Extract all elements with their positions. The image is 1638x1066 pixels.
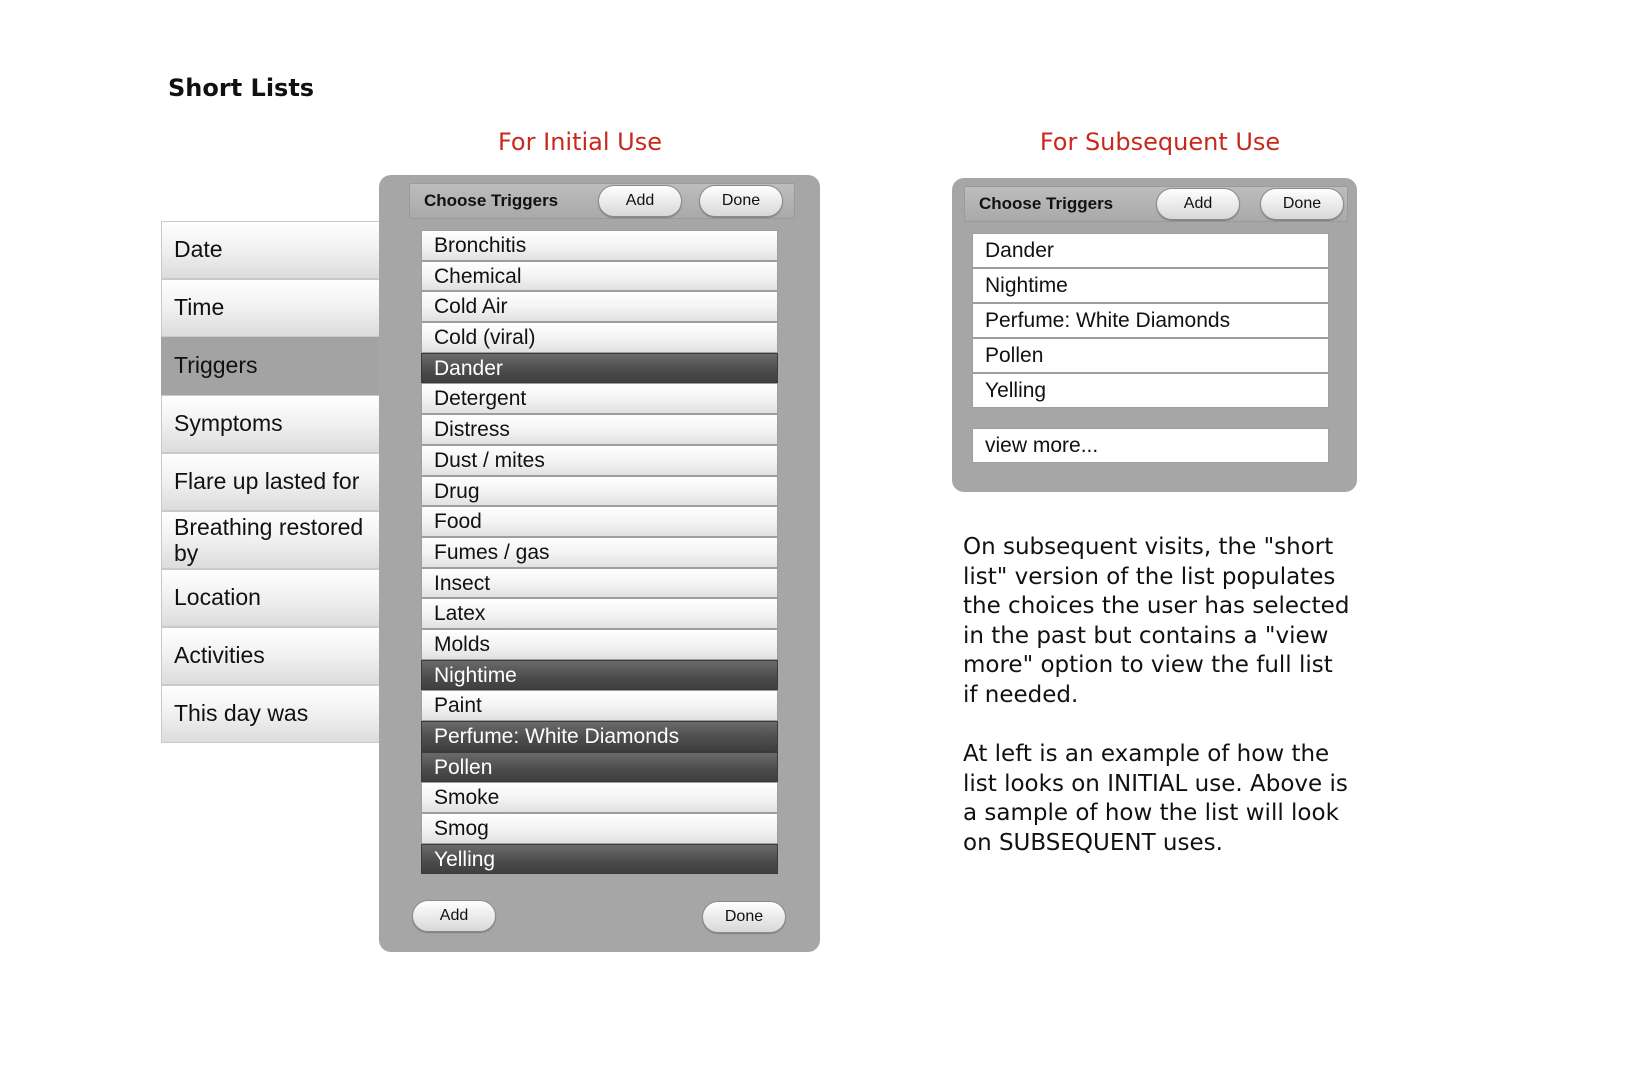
list-item[interactable]: Smoke [421, 782, 778, 813]
done-button[interactable]: Done [1260, 188, 1344, 220]
list-item[interactable]: Nightime [421, 660, 778, 691]
nav-item-flare-up-lasted-for[interactable] [161, 453, 379, 511]
list-item[interactable]: Pollen [421, 752, 778, 783]
nav-item-location[interactable] [161, 569, 379, 627]
short-triggers-list [972, 233, 1329, 408]
nav-item-label: Date [174, 236, 223, 262]
view-more-item[interactable]: view more... [972, 428, 1329, 463]
nav-item-breathing-restored-by[interactable] [161, 511, 379, 569]
list-item[interactable]: Pollen [972, 338, 1329, 373]
nav-item-label: Symptoms [174, 410, 283, 436]
description-paragraph-2: At left is an example of how the list looks on INITIAL use. Above is a sample of how the list will look on SUBSEQUENT uses. [963, 741, 1348, 856]
list-item[interactable]: Dust / mites [421, 445, 778, 476]
add-button[interactable]: Add [598, 185, 682, 217]
list-item[interactable]: Yelling [972, 373, 1329, 408]
initial-triggers-panel [379, 175, 820, 952]
nav-item-triggers[interactable] [161, 337, 379, 395]
nav-item-symptoms[interactable] [161, 395, 379, 453]
panel-toolbar [964, 186, 1348, 222]
list-item[interactable]: Dander [972, 233, 1329, 268]
nav-item-label: Location [174, 584, 261, 610]
list-item[interactable]: Perfume: White Diamonds [421, 721, 778, 752]
list-item[interactable]: Distress [421, 414, 778, 445]
nav-item-label: Activities [174, 642, 265, 668]
caption-subsequent-use: For Subsequent Use [1039, 128, 1281, 156]
list-item[interactable]: Detergent [421, 383, 778, 414]
list-item[interactable]: Food [421, 506, 778, 537]
list-item[interactable]: Cold Air [421, 291, 778, 322]
list-item[interactable]: Smog [421, 813, 778, 844]
subsequent-triggers-panel [952, 178, 1357, 492]
add-button[interactable]: Add [1156, 188, 1240, 220]
nav-item-time[interactable] [161, 279, 379, 337]
nav-item-label: This day was [174, 700, 309, 726]
list-item[interactable]: Latex [421, 598, 778, 629]
list-item[interactable]: Molds [421, 629, 778, 660]
panel-title: Choose Triggers [424, 191, 559, 210]
description-paragraph-1: On subsequent visits, the "short list" version of the list populates the choices the user has selected in the past but contains a "view more" option to view the full list if needed. [963, 534, 1350, 708]
list-item[interactable]: Fumes / gas [421, 537, 778, 568]
page-title: Short Lists [168, 74, 315, 102]
list-item[interactable]: Yelling [421, 844, 778, 875]
bottom-add-button[interactable]: Add [412, 900, 496, 932]
list-item[interactable]: Nightime [972, 268, 1329, 303]
list-item[interactable]: Chemical [421, 261, 778, 292]
list-item[interactable]: Bronchitis [421, 230, 778, 261]
list-item[interactable]: Insect [421, 568, 778, 599]
nav-item-label: Triggers [174, 352, 258, 378]
bottom-done-button[interactable]: Done [702, 901, 786, 933]
list-item[interactable]: Perfume: White Diamonds [972, 303, 1329, 338]
caption-initial-use: For Initial Use [497, 128, 662, 156]
nav-item-activities[interactable] [161, 627, 379, 685]
nav-item-date[interactable] [161, 221, 379, 279]
nav-item-label: Time [174, 294, 225, 320]
triggers-list [421, 230, 778, 874]
category-nav [161, 221, 379, 743]
list-item[interactable]: Dander [421, 353, 778, 384]
panel-title: Choose Triggers [979, 194, 1114, 213]
list-item[interactable]: Paint [421, 690, 778, 721]
panel-toolbar [409, 183, 795, 219]
nav-item-label: Flare up lasted for [174, 468, 360, 494]
nav-item-label: Breathing restored by [174, 514, 364, 566]
nav-item-this-day-was[interactable] [161, 685, 379, 743]
list-item[interactable]: Drug [421, 476, 778, 507]
list-item[interactable]: Cold (viral) [421, 322, 778, 353]
done-button[interactable]: Done [699, 185, 783, 217]
